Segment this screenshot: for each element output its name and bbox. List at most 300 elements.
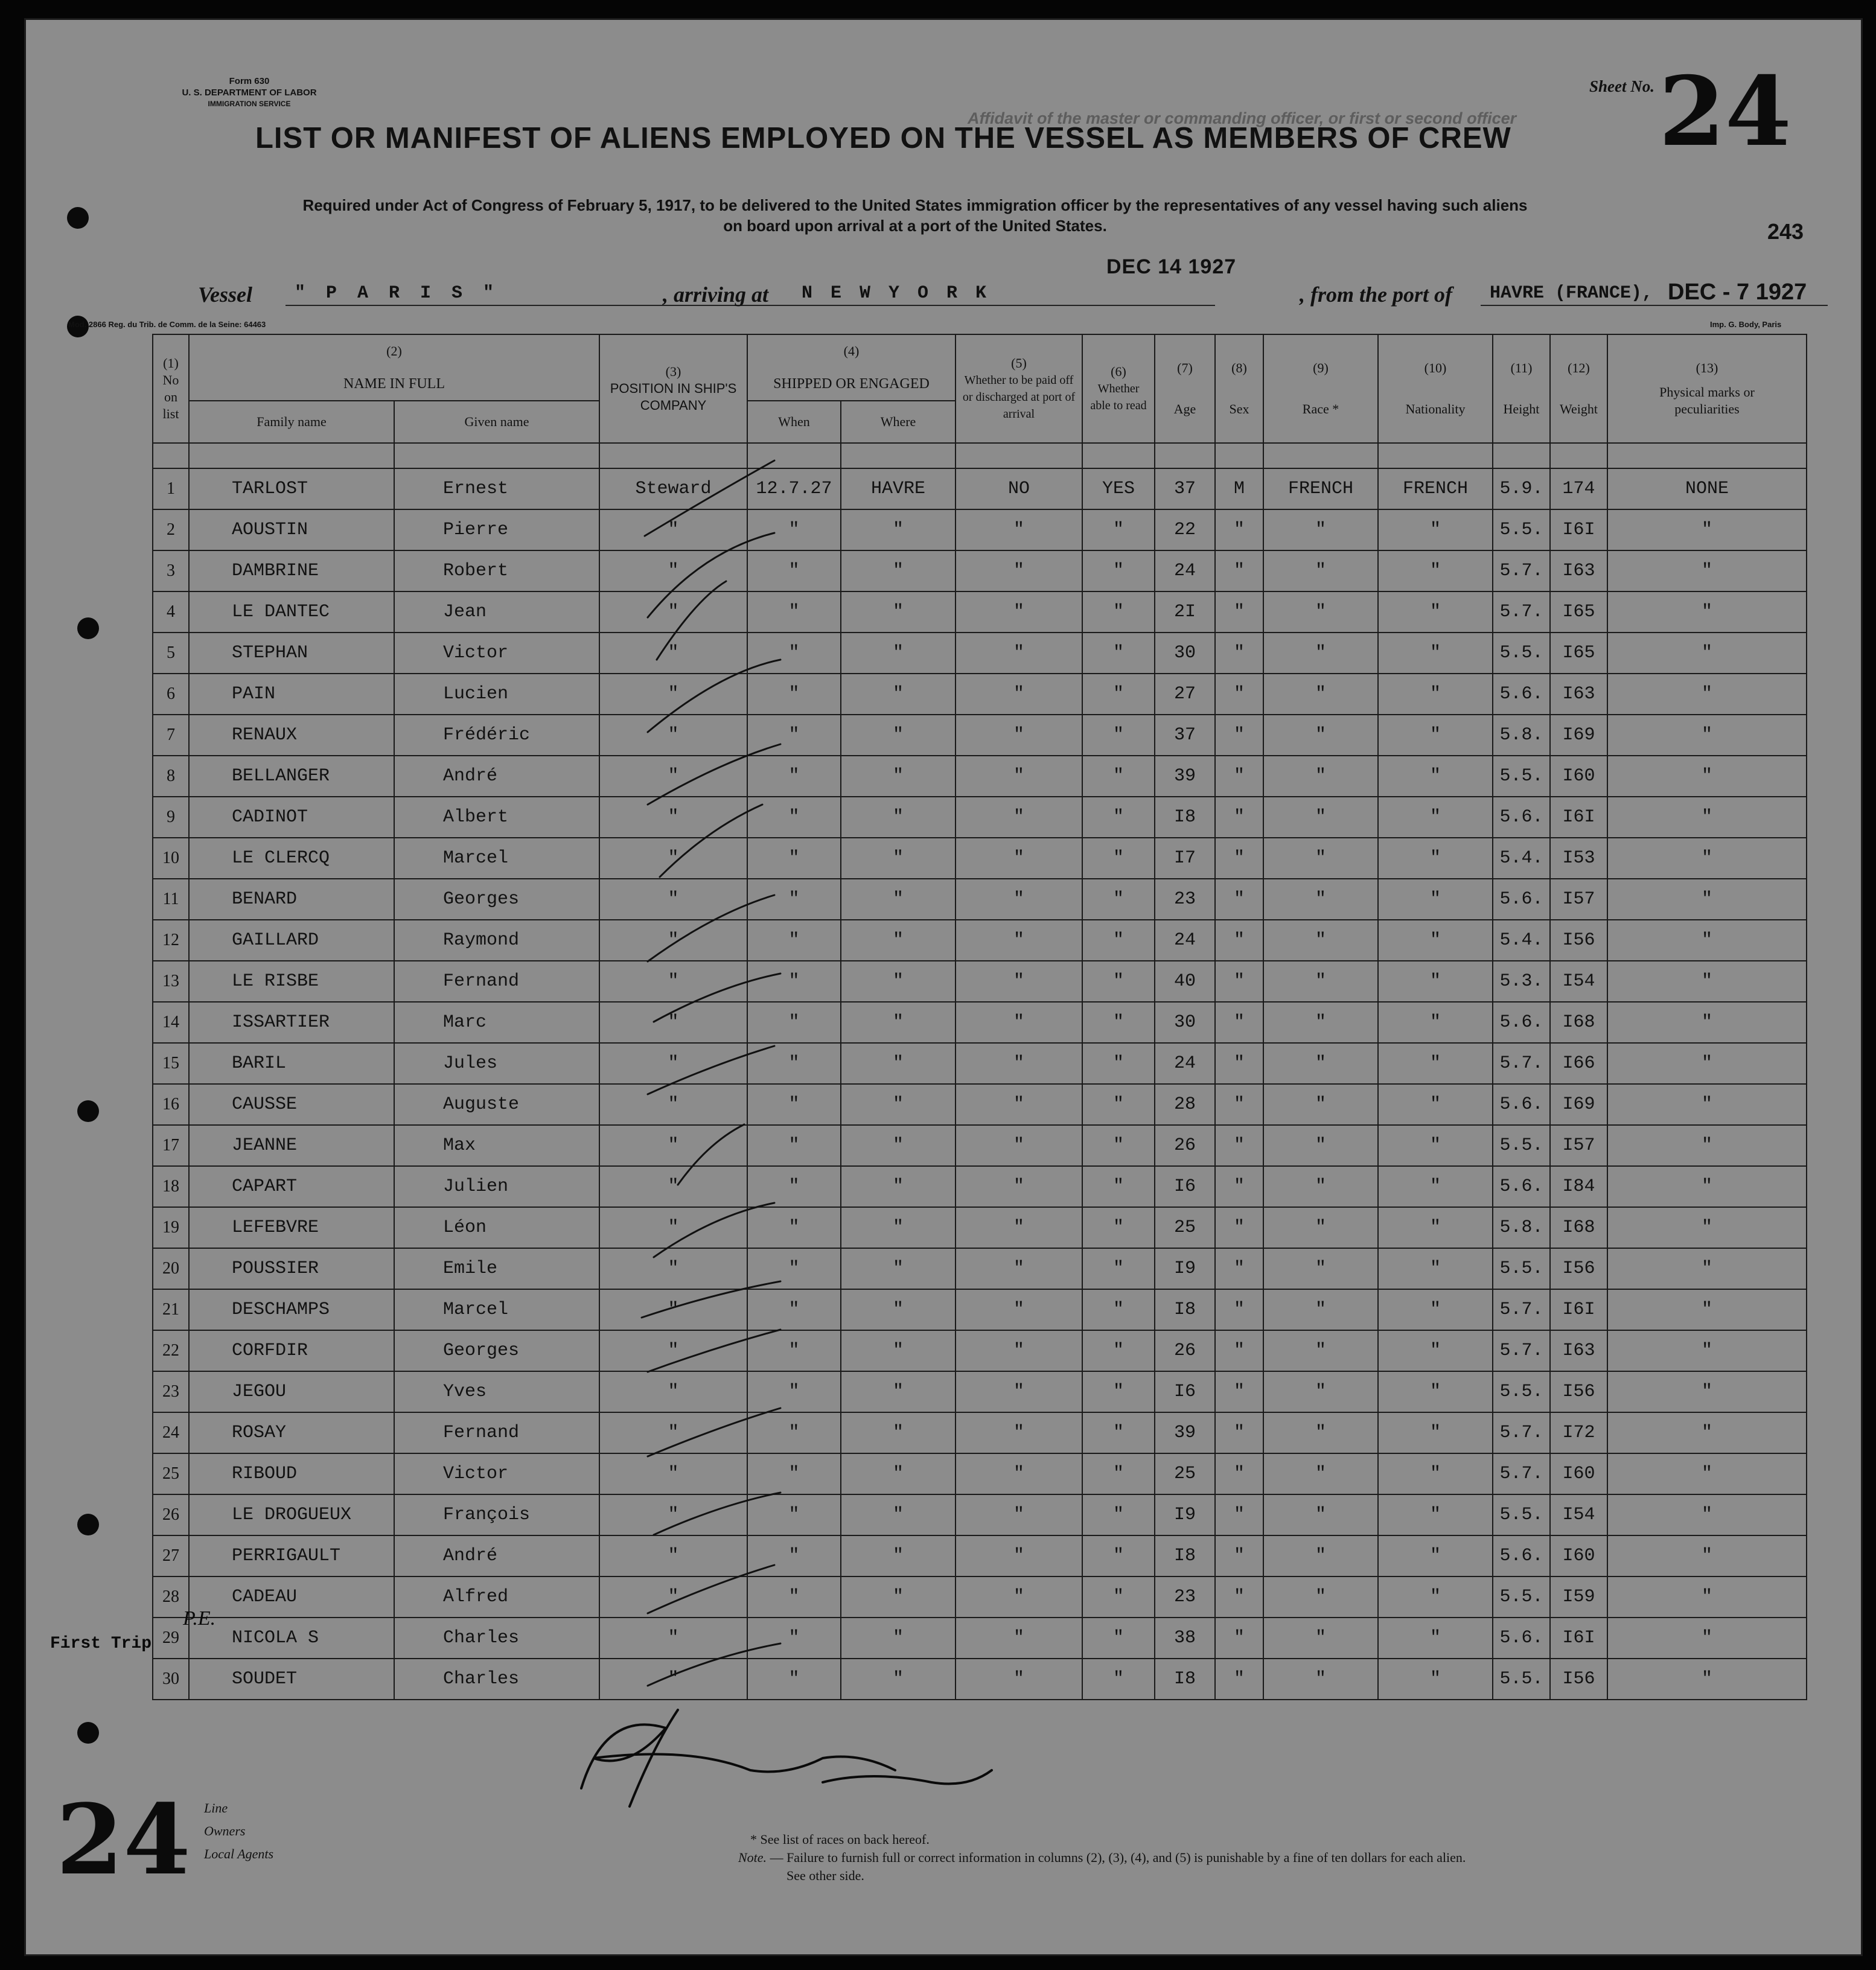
position-cell: " <box>599 1494 747 1535</box>
height-cell: 5.5. <box>1493 1576 1550 1618</box>
race-cell: " <box>1263 1659 1378 1700</box>
paid-off-cell: " <box>956 756 1082 797</box>
where-cell: " <box>841 961 956 1002</box>
family-name-cell: DAMBRINE <box>189 550 394 591</box>
margin-cell <box>56 838 153 879</box>
race-cell: " <box>1263 838 1378 879</box>
given-name-cell: Pierre <box>394 509 599 550</box>
read-cell: " <box>1082 1535 1155 1576</box>
where-cell: " <box>841 1043 956 1084</box>
arriving-label: , arriving at <box>663 282 769 307</box>
when-cell: " <box>747 1084 841 1125</box>
initials-note: P.E. <box>183 1607 216 1630</box>
table-row <box>56 1289 1807 1330</box>
family-name-cell: SOUDET <box>189 1659 394 1700</box>
read-cell: " <box>1082 797 1155 838</box>
given-name-cell: Frédéric <box>394 715 599 756</box>
weight-cell: I68 <box>1550 1207 1607 1248</box>
paid-off-cell: " <box>956 1330 1082 1371</box>
nationality-cell: " <box>1378 633 1493 674</box>
weight-cell: I60 <box>1550 756 1607 797</box>
race-cell: " <box>1263 591 1378 633</box>
subtitle-line-2: on board upon arrival at a port of the United States. <box>723 217 1107 235</box>
when-cell: " <box>747 1494 841 1535</box>
races-note: * See list of races on back hereof. <box>750 1832 930 1847</box>
height-cell: 5.5. <box>1493 756 1550 797</box>
crew-manifest-table <box>56 334 1807 1700</box>
given-name-cell: Yves <box>394 1371 599 1412</box>
nationality-cell: " <box>1378 1659 1493 1700</box>
given-name-cell: André <box>394 1535 599 1576</box>
where-cell: " <box>841 1207 956 1248</box>
weight-cell: I60 <box>1550 1453 1607 1494</box>
given-name-cell: Victor <box>394 633 599 674</box>
family-name-cell: NICOLA S <box>189 1618 394 1659</box>
read-cell: " <box>1082 1289 1155 1330</box>
margin-cell <box>56 961 153 1002</box>
shipped-engaged-label: SHIPPED OR ENGAGED <box>747 368 956 401</box>
weight-cell: I63 <box>1550 1330 1607 1371</box>
marks-cell: " <box>1607 920 1807 961</box>
age-cell: I8 <box>1155 1659 1215 1700</box>
table-row <box>56 1043 1807 1084</box>
position-cell: " <box>599 1535 747 1576</box>
paid-off-cell: " <box>956 1618 1082 1659</box>
table-row <box>56 1330 1807 1371</box>
position-cell: " <box>599 838 747 879</box>
position-cell: " <box>599 1371 747 1412</box>
weight-cell: I6I <box>1550 509 1607 550</box>
family-name-cell: BENARD <box>189 879 394 920</box>
where-cell: " <box>841 509 956 550</box>
no-cell: 21 <box>153 1289 189 1330</box>
height-cell: 5.4. <box>1493 920 1550 961</box>
when-cell: " <box>747 1371 841 1412</box>
marks-cell: " <box>1607 509 1807 550</box>
age-cell: 26 <box>1155 1125 1215 1166</box>
sex-cell: " <box>1215 961 1263 1002</box>
spacer-cell <box>841 443 956 468</box>
given-name-cell: Georges <box>394 1330 599 1371</box>
age-cell: 30 <box>1155 633 1215 674</box>
paid-off-cell: NO <box>956 468 1082 509</box>
given-name-label: Given name <box>394 401 599 443</box>
weight-cell: I66 <box>1550 1043 1607 1084</box>
family-name-cell: RENAUX <box>189 715 394 756</box>
family-name-cell: LE CLERCQ <box>189 838 394 879</box>
owners-label: Owners <box>204 1823 246 1838</box>
when-cell: " <box>747 1535 841 1576</box>
family-name-cell: STEPHAN <box>189 633 394 674</box>
height-cell: 5.6. <box>1493 1002 1550 1043</box>
service-name: IMMIGRATION SERVICE <box>208 100 291 108</box>
nationality-cell: " <box>1378 674 1493 715</box>
where-cell: " <box>841 1659 956 1700</box>
family-name-cell: BARIL <box>189 1043 394 1084</box>
age-cell: 26 <box>1155 1330 1215 1371</box>
given-name-cell: Raymond <box>394 920 599 961</box>
family-name-cell: LE DANTEC <box>189 591 394 633</box>
read-cell: " <box>1082 1084 1155 1125</box>
departure-port: HAVRE (FRANCE), <box>1490 283 1653 304</box>
when-cell: " <box>747 1002 841 1043</box>
where-cell: " <box>841 1084 956 1125</box>
age-cell: 39 <box>1155 1412 1215 1453</box>
weight-cell: I65 <box>1550 591 1607 633</box>
paid-off-cell: " <box>956 591 1082 633</box>
marks-cell: " <box>1607 1659 1807 1700</box>
read-cell: " <box>1082 1659 1155 1700</box>
weight-cell: I63 <box>1550 550 1607 591</box>
spacer-cell <box>1493 443 1550 468</box>
no-cell: 4 <box>153 591 189 633</box>
no-cell: 17 <box>153 1125 189 1166</box>
marks-cell: " <box>1607 1166 1807 1207</box>
when-cell: " <box>747 715 841 756</box>
first-trip-note: First Trip <box>50 1634 152 1653</box>
height-cell: 5.5. <box>1493 633 1550 674</box>
table-row <box>56 838 1807 879</box>
age-cell: 30 <box>1155 1002 1215 1043</box>
sex-cell: " <box>1215 1330 1263 1371</box>
position-cell: " <box>599 550 747 591</box>
when-cell: " <box>747 674 841 715</box>
port-underline <box>793 305 1215 306</box>
col-paid-off-header: (5) Whether to be paid off or discharged at port of arrival <box>956 334 1082 443</box>
race-cell: " <box>1263 1248 1378 1289</box>
race-cell: " <box>1263 674 1378 715</box>
weight-cell: I6I <box>1550 1618 1607 1659</box>
table-row <box>56 674 1807 715</box>
height-cell: 5.5. <box>1493 1371 1550 1412</box>
marks-cell: " <box>1607 797 1807 838</box>
age-cell: 24 <box>1155 920 1215 961</box>
age-cell: 37 <box>1155 468 1215 509</box>
table-row <box>56 1125 1807 1166</box>
margin-cell <box>56 633 153 674</box>
race-cell: " <box>1263 961 1378 1002</box>
nationality-cell: " <box>1378 1494 1493 1535</box>
position-cell: " <box>599 715 747 756</box>
age-cell: 25 <box>1155 1453 1215 1494</box>
no-cell: 12 <box>153 920 189 961</box>
margin-cell <box>56 550 153 591</box>
race-cell: " <box>1263 509 1378 550</box>
table-row <box>56 1248 1807 1289</box>
margin-cell <box>56 1576 153 1618</box>
weight-cell: I56 <box>1550 1371 1607 1412</box>
where-cell: " <box>841 674 956 715</box>
given-name-cell: Charles <box>394 1618 599 1659</box>
note-label: Note. <box>738 1850 767 1865</box>
read-cell: " <box>1082 920 1155 961</box>
paid-off-cell: " <box>956 1248 1082 1289</box>
col-read-header: (6) Whether able to read <box>1082 334 1155 443</box>
table-row <box>56 468 1807 509</box>
given-name-cell: Victor <box>394 1453 599 1494</box>
race-cell: " <box>1263 1618 1378 1659</box>
footer-sheet-number: 24 <box>56 1783 191 1896</box>
sex-cell: M <box>1215 468 1263 509</box>
table-body <box>56 468 1807 1700</box>
where-cell: " <box>841 920 956 961</box>
margin-cell <box>56 715 153 756</box>
height-cell: 5.3. <box>1493 961 1550 1002</box>
no-cell: 22 <box>153 1330 189 1371</box>
where-cell: " <box>841 879 956 920</box>
position-cell: " <box>599 1659 747 1700</box>
sex-cell: " <box>1215 1043 1263 1084</box>
sex-cell: " <box>1215 1659 1263 1700</box>
when-cell: " <box>747 1289 841 1330</box>
read-cell: " <box>1082 1330 1155 1371</box>
no-cell: 8 <box>153 756 189 797</box>
name-in-full-label: NAME IN FULL <box>189 368 599 401</box>
when-cell: " <box>747 1618 841 1659</box>
sex-cell: " <box>1215 1453 1263 1494</box>
position-cell: " <box>599 1207 747 1248</box>
no-cell: 14 <box>153 1002 189 1043</box>
weight-cell: I72 <box>1550 1412 1607 1453</box>
spacer-cell <box>599 443 747 468</box>
race-cell: " <box>1263 1371 1378 1412</box>
table-row <box>56 756 1807 797</box>
position-cell: " <box>599 797 747 838</box>
position-cell: " <box>599 1166 747 1207</box>
marks-cell: " <box>1607 1618 1807 1659</box>
given-name-cell: Emile <box>394 1248 599 1289</box>
where-cell: HAVRE <box>841 468 956 509</box>
when-cell: " <box>747 633 841 674</box>
read-cell: " <box>1082 838 1155 879</box>
no-cell: 25 <box>153 1453 189 1494</box>
weight-cell: I57 <box>1550 879 1607 920</box>
read-cell: " <box>1082 1043 1155 1084</box>
marks-cell: " <box>1607 838 1807 879</box>
age-cell: 24 <box>1155 1043 1215 1084</box>
age-cell: 39 <box>1155 756 1215 797</box>
table-row <box>56 1535 1807 1576</box>
read-cell: " <box>1082 591 1155 633</box>
when-cell: " <box>747 1043 841 1084</box>
family-name-cell: LE RISBE <box>189 961 394 1002</box>
spacer-cell <box>747 443 841 468</box>
position-cell: Steward <box>599 468 747 509</box>
table-row <box>56 633 1807 674</box>
position-cell: " <box>599 1453 747 1494</box>
paid-off-cell: " <box>956 920 1082 961</box>
race-cell: " <box>1263 879 1378 920</box>
marks-cell: " <box>1607 1330 1807 1371</box>
nationality-cell: " <box>1378 1371 1493 1412</box>
col-shipped-header: (4) <box>747 334 956 368</box>
no-cell: 28 <box>153 1576 189 1618</box>
margin-cell <box>56 797 153 838</box>
when-cell: " <box>747 1330 841 1371</box>
marks-cell: " <box>1607 1125 1807 1166</box>
height-cell: 5.5. <box>1493 509 1550 550</box>
weight-cell: I54 <box>1550 1494 1607 1535</box>
height-cell: 5.7. <box>1493 1289 1550 1330</box>
weight-cell: I65 <box>1550 633 1607 674</box>
position-cell: " <box>599 1125 747 1166</box>
position-cell: " <box>599 1043 747 1084</box>
height-cell: 5.4. <box>1493 838 1550 879</box>
marks-cell: " <box>1607 961 1807 1002</box>
nationality-cell: " <box>1378 1330 1493 1371</box>
sex-cell: " <box>1215 1248 1263 1289</box>
margin-cell <box>56 1002 153 1043</box>
no-cell: 20 <box>153 1248 189 1289</box>
arrival-port: N E W Y O R K <box>802 283 991 304</box>
given-name-cell: Léon <box>394 1207 599 1248</box>
when-cell: " <box>747 838 841 879</box>
nationality-cell: " <box>1378 1289 1493 1330</box>
height-cell: 5.9. <box>1493 468 1550 509</box>
where-cell: " <box>841 1330 956 1371</box>
given-name-cell: Jules <box>394 1043 599 1084</box>
when-cell: " <box>747 1166 841 1207</box>
position-cell: " <box>599 756 747 797</box>
margin-cell <box>56 509 153 550</box>
marks-cell: " <box>1607 1453 1807 1494</box>
sex-cell: " <box>1215 633 1263 674</box>
paid-off-cell: " <box>956 715 1082 756</box>
given-name-cell: Marcel <box>394 1289 599 1330</box>
height-cell: 5.7. <box>1493 591 1550 633</box>
family-name-cell: GAILLARD <box>189 920 394 961</box>
given-name-cell: Fernand <box>394 1412 599 1453</box>
vessel-label: Vessel <box>198 282 252 307</box>
where-cell: " <box>841 1002 956 1043</box>
where-cell: " <box>841 1453 956 1494</box>
table-row <box>56 1494 1807 1535</box>
marks-cell: " <box>1607 879 1807 920</box>
position-cell: " <box>599 1084 747 1125</box>
margin-cell <box>56 879 153 920</box>
margin-cell <box>56 1535 153 1576</box>
race-cell: " <box>1263 1453 1378 1494</box>
marks-cell: " <box>1607 1043 1807 1084</box>
read-cell: " <box>1082 1248 1155 1289</box>
sex-cell: " <box>1215 879 1263 920</box>
no-cell: 23 <box>153 1371 189 1412</box>
footer-notes <box>738 1831 1764 1885</box>
paid-off-cell: " <box>956 797 1082 838</box>
given-name-cell: Jean <box>394 591 599 633</box>
printer-registration: Mod. 2866 Reg. du Trib. de Comm. de la Seine: 64463 <box>68 320 266 329</box>
sex-cell: " <box>1215 674 1263 715</box>
age-cell: 38 <box>1155 1618 1215 1659</box>
when-cell: " <box>747 1125 841 1166</box>
spacer-cell <box>189 443 394 468</box>
race-cell: " <box>1263 550 1378 591</box>
table-row <box>56 1412 1807 1453</box>
nationality-cell: " <box>1378 1453 1493 1494</box>
paid-off-cell: " <box>956 1166 1082 1207</box>
subtitle-line-1: Required under Act of Congress of February 5, 1917, to be delivered to the United States immigration officer by the representatives of any vessel having such aliens <box>302 196 1528 214</box>
sex-cell: " <box>1215 1535 1263 1576</box>
sex-cell: " <box>1215 550 1263 591</box>
race-cell: " <box>1263 1166 1378 1207</box>
age-cell: 2I <box>1155 591 1215 633</box>
table-row <box>56 920 1807 961</box>
no-cell: 3 <box>153 550 189 591</box>
no-cell: 27 <box>153 1535 189 1576</box>
family-name-cell: PAIN <box>189 674 394 715</box>
table-row <box>56 509 1807 550</box>
when-cell: " <box>747 879 841 920</box>
no-cell: 13 <box>153 961 189 1002</box>
nationality-cell: " <box>1378 961 1493 1002</box>
position-cell: " <box>599 961 747 1002</box>
read-cell: " <box>1082 1618 1155 1659</box>
where-cell: " <box>841 550 956 591</box>
table-row <box>56 1371 1807 1412</box>
sheet-no-label: Sheet No. <box>1589 77 1654 95</box>
marks-cell: " <box>1607 756 1807 797</box>
marks-cell: " <box>1607 1207 1807 1248</box>
marks-cell: " <box>1607 1248 1807 1289</box>
paid-off-cell: " <box>956 879 1082 920</box>
weight-cell: I60 <box>1550 1535 1607 1576</box>
table-row <box>56 591 1807 633</box>
height-cell: 5.5. <box>1493 1125 1550 1166</box>
where-cell: " <box>841 591 956 633</box>
family-name-cell: CORFDIR <box>189 1330 394 1371</box>
nationality-cell: " <box>1378 550 1493 591</box>
printer-name: Imp. G. Body, Paris <box>1710 320 1782 329</box>
when-cell: " <box>747 1453 841 1494</box>
margin-header <box>56 334 153 443</box>
punch-hole <box>77 1722 99 1744</box>
no-cell: 9 <box>153 797 189 838</box>
paid-off-cell: " <box>956 1207 1082 1248</box>
given-name-cell: Lucien <box>394 674 599 715</box>
marks-cell: " <box>1607 591 1807 633</box>
margin-cell <box>56 1084 153 1125</box>
margin-cell <box>56 1166 153 1207</box>
age-cell: I8 <box>1155 1535 1215 1576</box>
paid-off-cell: " <box>956 674 1082 715</box>
paid-off-cell: " <box>956 1453 1082 1494</box>
position-cell: " <box>599 591 747 633</box>
read-cell: " <box>1082 633 1155 674</box>
race-cell: " <box>1263 715 1378 756</box>
nationality-cell: " <box>1378 756 1493 797</box>
nationality-cell: " <box>1378 1125 1493 1166</box>
family-name-cell: CAUSSE <box>189 1084 394 1125</box>
manifest-sheet <box>24 18 1863 1956</box>
read-cell: " <box>1082 961 1155 1002</box>
table-row <box>56 1453 1807 1494</box>
weight-cell: I63 <box>1550 674 1607 715</box>
where-cell: " <box>841 1166 956 1207</box>
read-cell: " <box>1082 1125 1155 1166</box>
weight-cell: I84 <box>1550 1166 1607 1207</box>
see-other-side: See other side. <box>786 1868 864 1883</box>
when-cell: " <box>747 797 841 838</box>
table-row <box>56 1618 1807 1659</box>
no-cell: 7 <box>153 715 189 756</box>
no-cell: 5 <box>153 633 189 674</box>
marks-cell: " <box>1607 1371 1807 1412</box>
position-cell: " <box>599 879 747 920</box>
table-row <box>56 715 1807 756</box>
race-cell: " <box>1263 1002 1378 1043</box>
line-label: Line <box>204 1800 228 1815</box>
when-cell: " <box>747 1659 841 1700</box>
